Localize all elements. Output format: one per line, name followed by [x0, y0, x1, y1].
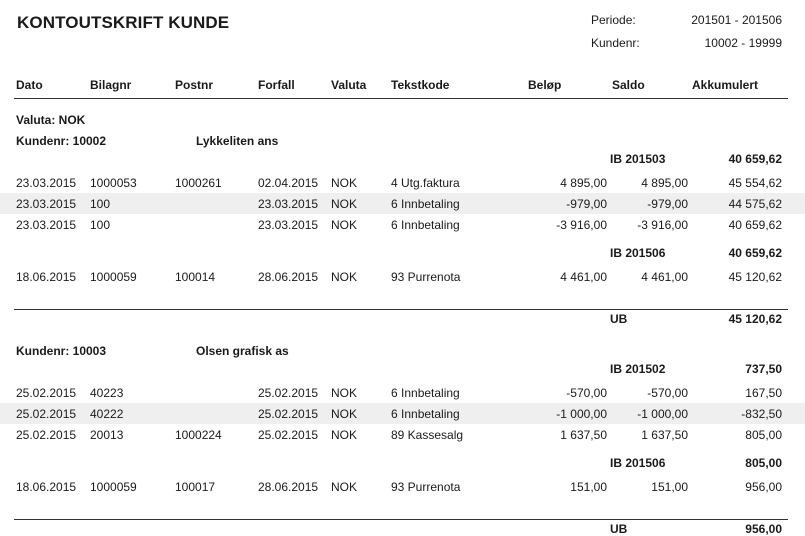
- table-cell-dato: 18.06.2015: [16, 270, 77, 284]
- table-cell-bilagnr: 100: [90, 218, 111, 232]
- ub-label: UB: [610, 312, 628, 326]
- table-cell-tekstkode: 93 Purrenota: [391, 480, 461, 494]
- table-cell-forfall: 23.03.2015: [258, 197, 319, 211]
- report-title: KONTOUTSKRIFT KUNDE: [17, 13, 230, 32]
- table-cell-dato: 25.02.2015: [16, 386, 77, 400]
- column-header-belop: Beløp: [528, 78, 562, 92]
- column-header-postnr: Postnr: [175, 78, 214, 92]
- table-cell-belop: -1 000,00: [556, 407, 607, 421]
- table-cell-saldo: 1 637,50: [641, 428, 688, 442]
- ub-value: 956,00: [745, 522, 782, 536]
- periode-value: 201501 - 201506: [691, 13, 782, 27]
- table-cell-postnr: 1000261: [175, 176, 222, 190]
- ib-value: 805,00: [745, 456, 782, 470]
- table-cell-saldo: 4 461,00: [641, 270, 688, 284]
- column-header-akkumulert: Akkumulert: [692, 78, 759, 92]
- table-cell-belop: 4 895,00: [560, 176, 607, 190]
- table-cell-dato: 25.02.2015: [16, 407, 77, 421]
- table-cell-saldo: 151,00: [651, 480, 688, 494]
- section-divider: [14, 519, 788, 520]
- column-header-saldo: Saldo: [612, 78, 645, 92]
- table-cell-tekstkode: 6 Innbetaling: [391, 407, 460, 421]
- table-cell-forfall: 02.04.2015: [258, 176, 319, 190]
- ib-label: IB 201506: [610, 456, 666, 470]
- table-cell-valuta: NOK: [331, 218, 358, 232]
- table-cell-tekstkode: 93 Purrenota: [391, 270, 461, 284]
- table-cell-akkumulert: 45 554,62: [728, 176, 782, 190]
- table-cell-tekstkode: 6 Innbetaling: [391, 218, 460, 232]
- column-header-dato: Dato: [16, 78, 43, 92]
- table-cell-dato: 25.02.2015: [16, 428, 77, 442]
- table-cell-bilagnr: 40223: [90, 386, 124, 400]
- table-cell-valuta: NOK: [331, 480, 358, 494]
- table-cell-valuta: NOK: [331, 270, 358, 284]
- table-cell-valuta: NOK: [331, 428, 358, 442]
- header-divider: [14, 98, 788, 99]
- column-header-bilagnr: Bilagnr: [90, 78, 132, 92]
- table-cell-akkumulert: 167,50: [745, 386, 782, 400]
- table-cell-dato: 23.03.2015: [16, 197, 77, 211]
- kundenr-label: Kundenr:: [591, 36, 640, 50]
- table-cell-belop: 1 637,50: [560, 428, 607, 442]
- ib-value: 40 659,62: [728, 152, 782, 166]
- ib-value: 737,50: [745, 362, 782, 376]
- section-divider: [14, 309, 788, 310]
- table-cell-belop: 4 461,00: [560, 270, 607, 284]
- table-cell-saldo: 4 895,00: [641, 176, 688, 190]
- table-cell-bilagnr: 1000059: [90, 480, 137, 494]
- table-cell-akkumulert: 805,00: [745, 428, 782, 442]
- kundenr-range-value: 10002 - 19999: [704, 36, 782, 50]
- valuta-heading: Valuta: NOK: [16, 113, 86, 127]
- customer-number: Kundenr: 10003: [16, 344, 107, 358]
- table-cell-akkumulert: 40 659,62: [728, 218, 782, 232]
- column-header-forfall: Forfall: [258, 78, 295, 92]
- table-cell-tekstkode: 6 Innbetaling: [391, 386, 460, 400]
- column-header-valuta: Valuta: [331, 78, 367, 92]
- ib-label: IB 201503: [610, 152, 666, 166]
- table-cell-saldo: -3 916,00: [637, 218, 688, 232]
- table-cell-belop: -570,00: [566, 386, 607, 400]
- table-cell-forfall: 25.02.2015: [258, 407, 319, 421]
- table-cell-akkumulert: 956,00: [745, 480, 782, 494]
- table-cell-forfall: 28.06.2015: [258, 270, 319, 284]
- table-cell-belop: -3 916,00: [556, 218, 607, 232]
- table-cell-saldo: -1 000,00: [637, 407, 688, 421]
- table-cell-valuta: NOK: [331, 386, 358, 400]
- table-cell-dato: 23.03.2015: [16, 218, 77, 232]
- table-cell-saldo: -570,00: [647, 386, 688, 400]
- table-cell-tekstkode: 89 Kassesalg: [391, 428, 464, 442]
- periode-label: Periode:: [591, 13, 636, 27]
- table-cell-bilagnr: 1000059: [90, 270, 137, 284]
- table-cell-valuta: NOK: [331, 176, 358, 190]
- ib-label: IB 201506: [610, 246, 666, 260]
- table-cell-bilagnr: 1000053: [90, 176, 137, 190]
- ub-value: 45 120,62: [728, 312, 782, 326]
- table-cell-bilagnr: 20013: [90, 428, 124, 442]
- customer-number: Kundenr: 10002: [16, 134, 107, 148]
- customer-name: Lykkeliten ans: [196, 134, 279, 148]
- table-cell-forfall: 28.06.2015: [258, 480, 319, 494]
- table-cell-dato: 23.03.2015: [16, 176, 77, 190]
- table-cell-akkumulert: 44 575,62: [728, 197, 782, 211]
- table-cell-forfall: 25.02.2015: [258, 428, 319, 442]
- table-cell-dato: 18.06.2015: [16, 480, 77, 494]
- ib-label: IB 201502: [610, 362, 666, 376]
- table-cell-forfall: 23.03.2015: [258, 218, 319, 232]
- table-cell-belop: 151,00: [570, 480, 607, 494]
- customer-name: Olsen grafisk as: [196, 344, 289, 358]
- table-cell-postnr: 100017: [175, 480, 216, 494]
- table-cell-tekstkode: 6 Innbetaling: [391, 197, 460, 211]
- column-header-tekstkode: Tekstkode: [391, 78, 450, 92]
- table-cell-akkumulert: -832,50: [741, 407, 782, 421]
- table-cell-akkumulert: 45 120,62: [728, 270, 782, 284]
- table-cell-bilagnr: 100: [90, 197, 111, 211]
- table-cell-tekstkode: 4 Utg.faktura: [391, 176, 460, 190]
- ub-label: UB: [610, 522, 628, 536]
- table-cell-saldo: -979,00: [647, 197, 688, 211]
- table-cell-valuta: NOK: [331, 407, 358, 421]
- ib-value: 40 659,62: [728, 246, 782, 260]
- table-cell-bilagnr: 40222: [90, 407, 124, 421]
- table-cell-forfall: 25.02.2015: [258, 386, 319, 400]
- table-cell-postnr: 1000224: [175, 428, 222, 442]
- table-cell-postnr: 100014: [175, 270, 216, 284]
- table-cell-valuta: NOK: [331, 197, 358, 211]
- table-cell-belop: -979,00: [566, 197, 607, 211]
